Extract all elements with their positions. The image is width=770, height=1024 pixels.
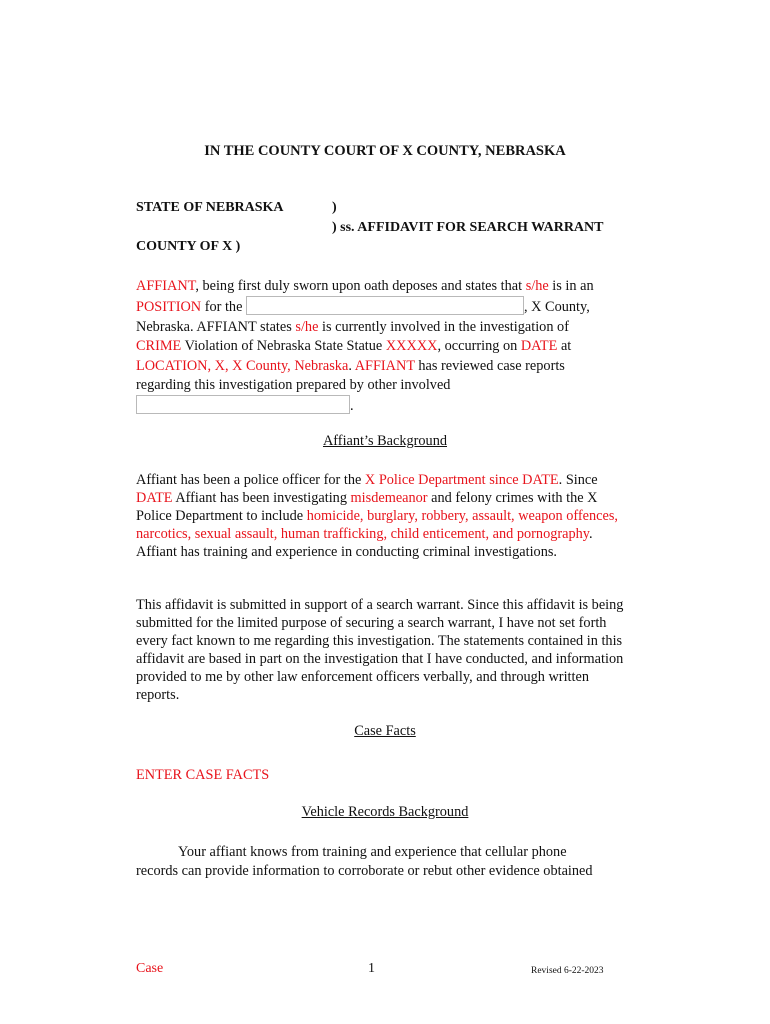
pronoun-placeholder: s/he <box>525 278 549 294</box>
background-heading: Affiant’s Background <box>322 433 447 449</box>
background-text: Affiant has been investigating <box>172 490 351 506</box>
intro-text: states <box>256 318 296 335</box>
support-paragraph: This affidavit is submitted in support of a search warrant. Since this affidavit is being submitted for the limited purpose of securing a search warrant, I have not set forth every fact known to me regarding this investigation. The statements contained in this affidavit are based in part on the investigation that I have conducted, and information provided to me by other law enforcement officers verbally, and through written reports. <box>136 597 624 703</box>
misdemeanor-placeholder: misdemeanor <box>350 490 428 506</box>
date-placeholder: DATE <box>136 490 173 506</box>
vehicle-line-2: records can provide information to corroborate or rebut other evidence obtained <box>136 863 593 879</box>
intro-text: regarding this investigation prepared by other involved <box>136 377 451 394</box>
intro-text: , occurring on <box>437 338 521 355</box>
dept-placeholder: X Police Department since DATE <box>364 472 559 488</box>
caption-ss: ) ss. AFFIDAVIT FOR SEARCH WARRANT <box>332 220 604 235</box>
intro-text: has reviewed case reports <box>414 357 565 374</box>
background-text: Affiant has been a police officer for the <box>136 472 365 488</box>
location-placeholder: LOCATION, X, X County, Nebraska <box>136 357 349 374</box>
affiant-placeholder: AFFIANT <box>136 278 196 294</box>
footer-page-number: 1 <box>368 961 375 976</box>
position-placeholder: POSITION <box>136 299 202 316</box>
intro-text: , being first duly sworn upon oath deposes and states that <box>195 278 526 294</box>
background-text: and felony crimes with the X Police Department to include <box>136 490 598 524</box>
crimes-placeholder: homicide, burglary, robbery, assault, weapon offences, narcotics, sexual assault, human trafficking, child enticement, and pornography <box>136 508 618 542</box>
agency-field[interactable] <box>246 296 524 315</box>
caption-state: STATE OF NEBRASKA <box>136 200 284 215</box>
intro-text: , X County, <box>524 299 590 316</box>
date-placeholder: DATE <box>520 338 558 355</box>
caption-county: COUNTY OF X ) <box>136 239 241 254</box>
case-facts-heading: Case Facts <box>354 723 416 739</box>
affiant-placeholder: AFFIANT <box>354 357 415 374</box>
intro-text: is currently involved in the investigation of <box>318 318 569 335</box>
pronoun-placeholder: s/he <box>295 318 319 335</box>
page-title: IN THE COUNTY COURT OF X COUNTY, NEBRASKA <box>204 143 566 159</box>
officers-field[interactable] <box>136 395 350 414</box>
intro-text: is in an <box>548 278 594 294</box>
background-text: . Since <box>558 472 598 488</box>
intro-text: Violation of Nebraska State Statue <box>181 338 386 355</box>
statute-placeholder: XXXXX <box>385 338 438 355</box>
case-facts-placeholder: ENTER CASE FACTS <box>136 767 270 783</box>
background-text: . Affiant has training and experience in conducting criminal investigations. <box>136 526 593 560</box>
background-paragraph <box>136 471 628 561</box>
intro-text: . <box>348 357 355 374</box>
crime-placeholder: CRIME <box>136 338 182 355</box>
intro-text: for the <box>201 299 246 316</box>
intro-paragraph <box>136 277 636 417</box>
footer-revised: Revised 6-22-2023 <box>531 966 604 976</box>
intro-text: Nebraska. <box>136 318 197 335</box>
footer-case: Case <box>136 961 164 976</box>
intro-text: at <box>557 338 572 355</box>
intro-text: . <box>350 398 354 415</box>
intro-text: AFFIANT <box>196 318 257 335</box>
caption-paren: ) <box>332 200 337 215</box>
vehicle-line-1: Your affiant knows from training and experience that cellular phone <box>178 844 567 860</box>
vehicle-heading: Vehicle Records Background <box>301 804 469 820</box>
